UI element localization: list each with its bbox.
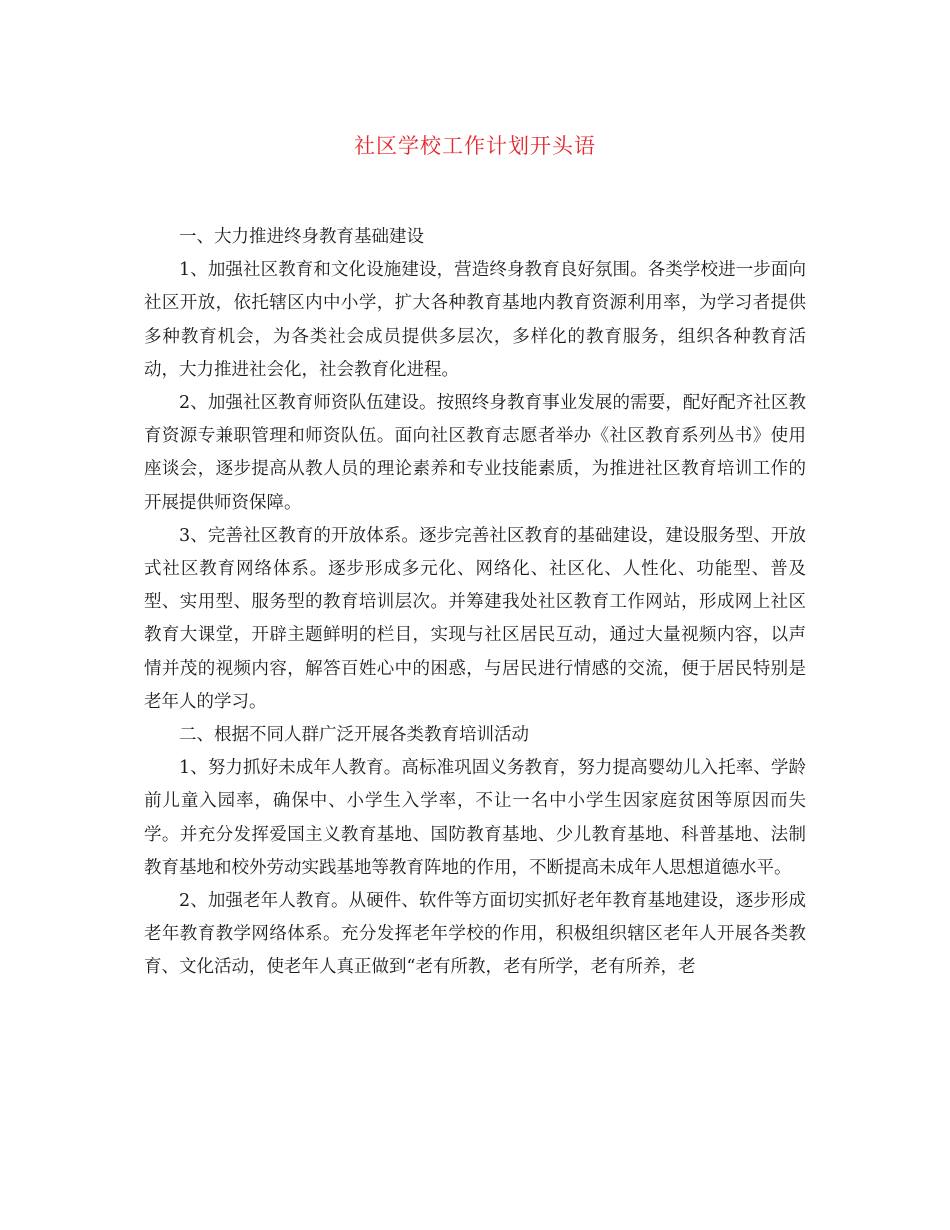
document-title: 社区学校工作计划开头语 <box>354 134 596 158</box>
paragraph: 2、加强社区教育师资队伍建设。按照终身教育事业发展的需要，配好配齐社区教育资源专兼职管理和师资队伍。面向社区教育志愿者举办《社区教育系列丛书》使用座谈会，逐步提高从教人员的理论素养和专业技能素质，为推进社区教育培训工作的开展提供师资保障。 <box>144 393 806 513</box>
document-body <box>144 221 806 985</box>
paragraph: 1、努力抓好未成年人教育。高标准巩固义务教育，努力提高婴幼儿入托率、学龄前儿童入园率，确保中、小学生入学率，不让一名中小学生因家庭贫困等原因而失学。并充分发挥爱国主义教育基地、国防教育基地、少儿教育基地、科普基地、法制教育基地和校外劳动实践基地等教育阵地的作用，不断提高未成年人思想道德水平。 <box>144 758 806 878</box>
paragraph: 2、加强老年人教育。从硬件、软件等方面切实抓好老年教育基地建设，逐步形成老年教育教学网络体系。充分发挥老年学校的作用，积极组织辖区老年人开展各类教育、文化活动，使老年人真正做到“老有所教，老有所学，老有所养，老 <box>144 891 806 978</box>
section-heading-1: 一、大力推进终身教育基础建设 <box>179 227 424 247</box>
section-heading-2: 二、根据不同人群广泛开展各类教育培训活动 <box>179 725 529 746</box>
paragraph: 3、完善社区教育的开放体系。逐步完善社区教育的基础建设，建设服务型、开放式社区教育网络体系。逐步形成多元化、网络化、社区化、人性化、功能型、普及型、实用型、服务型的教育培训层次。并筹建我处社区教育工作网站，形成网上社区教育大课堂，开辟主题鲜明的栏目，实现与社区居民互动，通过大量视频内容，以声情并茂的视频内容，解答百姓心中的困惑，与居民进行情感的交流，便于居民特别是老年人的学习。 <box>144 525 806 712</box>
paragraph: 1、加强社区教育和文化设施建设，营造终身教育良好氛围。各类学校进一步面向社区开放，依托辖区内中小学，扩大各种教育基地内教育资源利用率，为学习者提供多种教育机会，为各类社会成员提供多层次，多样化的教育服务，组织各种教育活动，大力推进社会化，社会教育化进程。 <box>144 260 806 380</box>
